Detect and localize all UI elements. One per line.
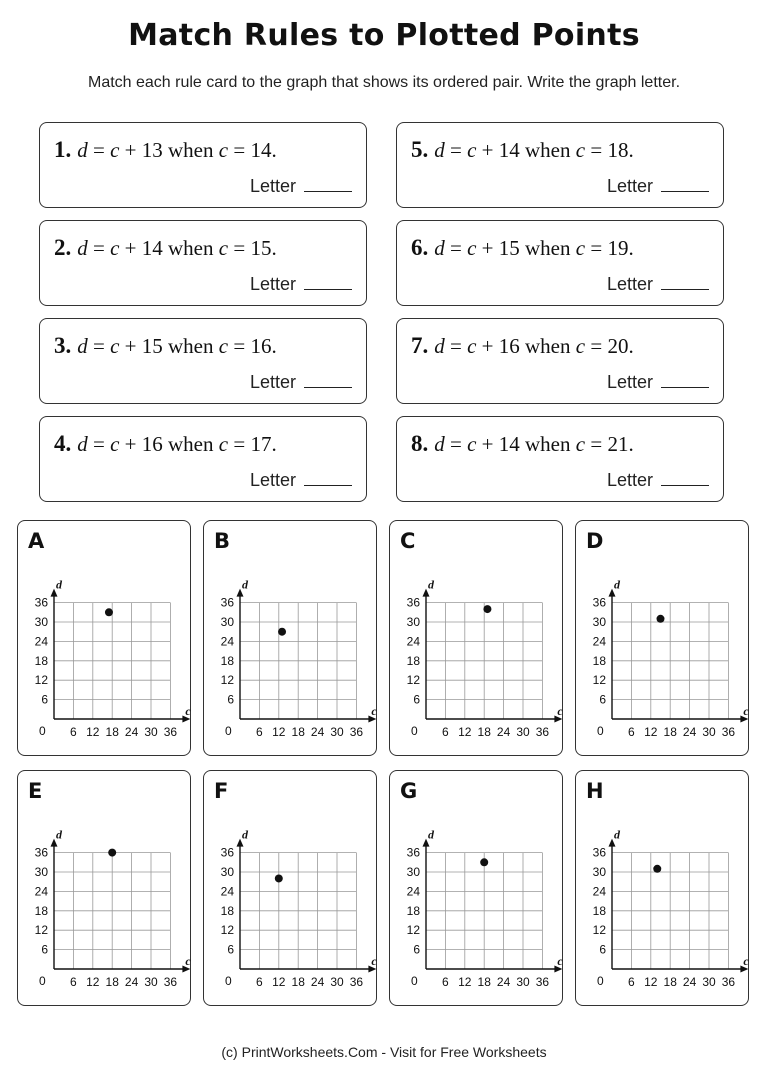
x-tick-label: 6 [628, 975, 635, 989]
y-tick-label: 24 [406, 634, 420, 649]
y-tick-label: 24 [406, 884, 420, 899]
y-tick-label: 30 [220, 865, 234, 879]
x-tick-label: 30 [702, 725, 716, 739]
coordinate-grid [18, 771, 192, 1007]
rule-text: 4. d = c + 16 when c = 17. [54, 431, 277, 456]
rule-c-value: 14 [250, 138, 272, 162]
y-tick-label: 36 [34, 595, 48, 610]
x-tick-label: 18 [663, 975, 677, 989]
y-tick-label: 12 [220, 923, 234, 938]
x-tick-label: 24 [124, 725, 139, 739]
y-tick-label: 12 [220, 673, 234, 688]
rule-text: 6. d = c + 15 when c = 19. [411, 235, 634, 260]
x-tick-label: 12 [86, 725, 100, 739]
page-title: Match Rules to Plotted Points [128, 18, 640, 53]
origin-label: 0 [597, 724, 604, 738]
x-tick-label: 12 [644, 725, 658, 739]
rule-card [39, 220, 367, 306]
x-tick-label: 24 [496, 725, 511, 739]
rule-text: 5. d = c + 14 when c = 18. [411, 137, 634, 162]
x-tick-label: 30 [144, 725, 158, 739]
x-tick-label: 36 [535, 975, 550, 989]
y-tick-label: 36 [592, 595, 606, 610]
letter-answer [607, 469, 709, 491]
x-axis-label: c [371, 704, 377, 718]
plotted-point [653, 865, 661, 873]
coordinate-grid [390, 521, 564, 757]
rule-card [396, 416, 724, 502]
rule-card [39, 416, 367, 502]
letter-label: Letter [606, 470, 653, 490]
y-tick-label: 30 [34, 865, 48, 879]
y-tick-label: 18 [406, 653, 420, 668]
rule-addend: 13 [141, 138, 163, 162]
x-tick-label: 12 [86, 975, 100, 989]
y-tick-label: 24 [592, 634, 606, 649]
y-tick-label: 6 [599, 692, 606, 707]
x-axis-label: c [371, 954, 377, 968]
y-tick-label: 18 [592, 903, 606, 918]
rule-text: 8. d = c + 14 when c = 21. [411, 431, 634, 456]
y-tick-label: 6 [413, 942, 420, 957]
y-tick-label: 6 [227, 692, 234, 707]
x-tick-label: 30 [516, 725, 530, 739]
rule-number: 4. [54, 431, 72, 456]
graph-letter: C [400, 529, 416, 553]
x-tick-label: 36 [163, 725, 178, 739]
plotted-point [657, 615, 665, 623]
graph-letter: E [28, 779, 43, 803]
y-tick-label: 24 [34, 634, 48, 649]
y-tick-label: 12 [592, 923, 606, 938]
x-tick-label: 24 [124, 975, 139, 989]
letter-answer [250, 175, 352, 197]
plotted-point [278, 628, 286, 636]
x-tick-label: 6 [256, 725, 263, 739]
graph-letter: D [586, 529, 604, 553]
x-tick-label: 18 [477, 975, 491, 989]
origin-label: 0 [225, 724, 232, 738]
y-tick-label: 6 [599, 942, 606, 957]
x-tick-label: 24 [682, 725, 697, 739]
origin-label: 0 [225, 974, 232, 988]
x-tick-label: 12 [272, 725, 286, 739]
y-tick-label: 12 [406, 673, 420, 688]
graph-letter: B [214, 529, 231, 553]
rule-card [396, 220, 724, 306]
y-tick-label: 36 [220, 595, 234, 610]
y-tick-label: 30 [406, 615, 420, 629]
rule-addend: 15 [498, 236, 520, 260]
y-tick-label: 12 [592, 673, 606, 688]
letter-blank[interactable] [661, 371, 709, 388]
graph-card [203, 770, 377, 1006]
y-tick-label: 12 [34, 923, 48, 938]
y-tick-label: 24 [220, 884, 234, 899]
y-axis-label: d [56, 827, 62, 842]
rule-number: 3. [54, 333, 72, 358]
y-tick-label: 24 [220, 634, 234, 649]
graph-card [203, 520, 377, 756]
origin-label: 0 [411, 724, 418, 738]
letter-label: Letter [249, 274, 296, 294]
letter-label: Letter [249, 372, 296, 392]
x-tick-label: 24 [310, 725, 325, 739]
y-tick-label: 36 [34, 845, 48, 860]
origin-label: 0 [39, 974, 46, 988]
rule-c-value: 16 [250, 334, 272, 358]
rule-addend: 16 [141, 432, 163, 456]
x-tick-label: 36 [721, 725, 736, 739]
x-tick-label: 6 [256, 975, 263, 989]
instructions: Match each rule card to the graph that shows its ordered pair. Write the graph letter. [87, 74, 681, 91]
y-tick-label: 36 [592, 845, 606, 860]
x-tick-label: 24 [496, 975, 511, 989]
x-tick-label: 6 [442, 975, 449, 989]
x-tick-label: 18 [477, 725, 491, 739]
letter-answer [250, 273, 352, 295]
graph-letter: H [586, 779, 604, 803]
graph-card [17, 520, 191, 756]
x-tick-label: 18 [291, 975, 305, 989]
rule-number: 1. [54, 137, 72, 162]
letter-blank[interactable] [304, 175, 352, 192]
rule-addend: 15 [141, 334, 163, 358]
y-tick-label: 24 [34, 884, 48, 899]
plotted-point [480, 858, 488, 866]
rule-c-value: 15 [250, 236, 272, 260]
y-tick-label: 6 [41, 942, 48, 957]
plotted-point [483, 605, 491, 613]
x-tick-label: 18 [105, 725, 119, 739]
coordinate-grid [576, 771, 750, 1007]
graph-letter: F [214, 779, 229, 803]
x-axis-label: c [743, 954, 749, 968]
graph-card [389, 770, 563, 1006]
footer: (c) PrintWorksheets.Com - Visit for Free Worksheets [221, 1044, 547, 1060]
rule-number: 5. [411, 137, 429, 162]
letter-answer [250, 469, 352, 491]
rule-text: 2. d = c + 14 when c = 15. [54, 235, 277, 260]
rule-card [396, 122, 724, 208]
x-tick-label: 30 [330, 975, 344, 989]
rule-card [39, 122, 367, 208]
x-tick-label: 12 [272, 975, 286, 989]
y-tick-label: 30 [220, 615, 234, 629]
x-axis-label: c [185, 954, 191, 968]
graph-letter: G [400, 779, 418, 803]
rule-number: 6. [411, 235, 429, 260]
rule-text: 1. d = c + 13 when c = 14. [54, 137, 277, 162]
y-tick-label: 18 [34, 653, 48, 668]
y-tick-label: 18 [34, 903, 48, 918]
y-tick-label: 30 [592, 865, 606, 879]
rule-c-value: 19 [607, 236, 629, 260]
rule-c-value: 21 [607, 432, 629, 456]
x-tick-label: 6 [442, 725, 449, 739]
letter-answer [607, 175, 709, 197]
rule-card [39, 318, 367, 404]
coordinate-grid [576, 521, 750, 757]
x-tick-label: 30 [702, 975, 716, 989]
y-tick-label: 18 [220, 903, 234, 918]
letter-label: Letter [249, 470, 296, 490]
origin-label: 0 [39, 724, 46, 738]
letter-blank[interactable] [304, 469, 352, 486]
y-tick-label: 36 [406, 595, 420, 610]
x-tick-label: 36 [721, 975, 736, 989]
graph-card [17, 770, 191, 1006]
coordinate-grid [390, 771, 564, 1007]
x-tick-label: 30 [516, 975, 530, 989]
x-tick-label: 12 [458, 725, 472, 739]
coordinate-grid [204, 521, 378, 757]
rule-card [396, 318, 724, 404]
y-tick-label: 30 [406, 865, 420, 879]
x-tick-label: 6 [628, 725, 635, 739]
x-tick-label: 18 [663, 725, 677, 739]
x-tick-label: 6 [70, 725, 77, 739]
letter-answer [250, 371, 352, 393]
rule-addend: 14 [498, 138, 520, 162]
y-axis-label: d [56, 577, 62, 592]
plotted-point [105, 608, 113, 616]
graph-card [575, 770, 749, 1006]
y-tick-label: 6 [41, 692, 48, 707]
plotted-point [108, 849, 116, 857]
y-tick-label: 36 [406, 845, 420, 860]
rule-number: 7. [411, 333, 429, 358]
y-tick-label: 12 [406, 923, 420, 938]
letter-blank[interactable] [661, 175, 709, 192]
y-tick-label: 30 [34, 615, 48, 629]
x-tick-label: 12 [644, 975, 658, 989]
origin-label: 0 [411, 974, 418, 988]
y-tick-label: 18 [592, 653, 606, 668]
rule-text: 7. d = c + 16 when c = 20. [411, 333, 634, 358]
x-tick-label: 36 [349, 975, 364, 989]
y-tick-label: 18 [406, 903, 420, 918]
x-tick-label: 30 [330, 725, 344, 739]
rule-c-value: 17 [250, 432, 272, 456]
y-axis-label: d [614, 827, 620, 842]
letter-answer [607, 371, 709, 393]
x-tick-label: 30 [144, 975, 158, 989]
x-axis-label: c [557, 704, 563, 718]
y-tick-label: 6 [227, 942, 234, 957]
x-tick-label: 18 [291, 725, 305, 739]
graph-card [575, 520, 749, 756]
x-tick-label: 36 [349, 725, 364, 739]
y-tick-label: 6 [413, 692, 420, 707]
x-tick-label: 18 [105, 975, 119, 989]
origin-label: 0 [597, 974, 604, 988]
rule-number: 8. [411, 431, 429, 456]
x-tick-label: 24 [682, 975, 697, 989]
y-tick-label: 18 [220, 653, 234, 668]
coordinate-grid [204, 771, 378, 1007]
x-axis-label: c [185, 704, 191, 718]
y-axis-label: d [614, 577, 620, 592]
plotted-point [275, 874, 283, 882]
letter-label: Letter [249, 176, 296, 196]
letter-label: Letter [606, 274, 653, 294]
rule-addend: 14 [141, 236, 163, 260]
letter-answer [607, 273, 709, 295]
rule-c-value: 20 [607, 334, 629, 358]
letter-label: Letter [606, 176, 653, 196]
y-tick-label: 24 [592, 884, 606, 899]
x-tick-label: 36 [535, 725, 550, 739]
x-tick-label: 6 [70, 975, 77, 989]
y-axis-label: d [242, 827, 248, 842]
rule-addend: 14 [498, 432, 520, 456]
graph-letter: A [28, 529, 45, 553]
x-tick-label: 24 [310, 975, 325, 989]
x-axis-label: c [743, 704, 749, 718]
y-tick-label: 12 [34, 673, 48, 688]
x-tick-label: 12 [458, 975, 472, 989]
graph-card [389, 520, 563, 756]
rule-number: 2. [54, 235, 72, 260]
y-tick-label: 36 [220, 845, 234, 860]
y-axis-label: d [428, 827, 434, 842]
letter-blank[interactable] [661, 469, 709, 486]
letter-blank[interactable] [661, 273, 709, 290]
letter-label: Letter [606, 372, 653, 392]
letter-blank[interactable] [304, 273, 352, 290]
y-axis-label: d [428, 577, 434, 592]
rule-c-value: 18 [607, 138, 629, 162]
y-tick-label: 30 [592, 615, 606, 629]
coordinate-grid [18, 521, 192, 757]
x-tick-label: 36 [163, 975, 178, 989]
rule-addend: 16 [498, 334, 520, 358]
x-axis-label: c [557, 954, 563, 968]
letter-blank[interactable] [304, 371, 352, 388]
y-axis-label: d [242, 577, 248, 592]
rule-text: 3. d = c + 15 when c = 16. [54, 333, 277, 358]
